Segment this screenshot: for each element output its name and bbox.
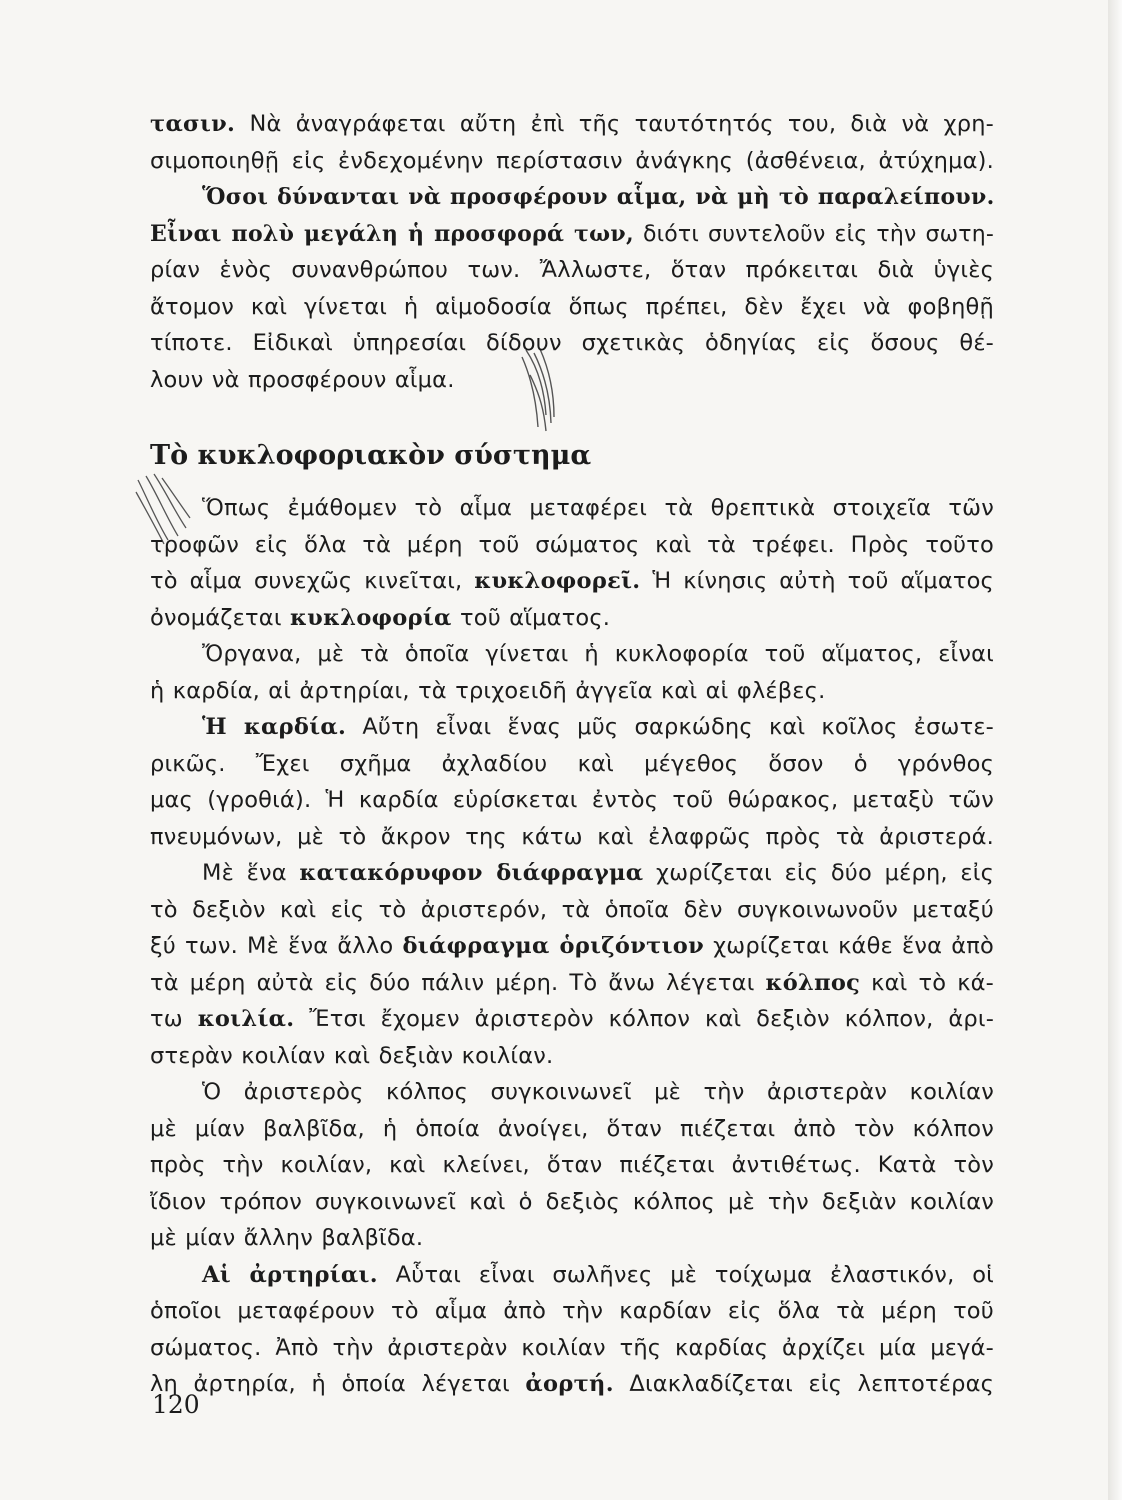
text-line: ρίαν ἑνὸς συνανθρώπου των. Ἄλλωστε, ὅταν πρόκειται διὰ ὑγιὲς bbox=[150, 257, 994, 283]
text-line: τροφῶν εἰς ὅλα τὰ μέρη τοῦ σώματος καὶ τὰ τρέφει. Πρὸς τοῦτο bbox=[150, 531, 994, 558]
page-number: 120 bbox=[152, 1390, 200, 1419]
text-line: ρικῶς. Ἔχει σχῆμα ἀχλαδίου καὶ μέγεθος ὅσον ὁ γρόνθος bbox=[150, 750, 994, 777]
text-line: μας (γροθιά). Ἡ καρδία εὑρίσκεται ἐντὸς τοῦ θώρακος, μεταξὺ τῶν bbox=[150, 787, 994, 813]
text-line: σιμοποιηθῇ εἰς ἐνδεχομένην περίστασιν ἀνάγκης (ἀσθένεια, ἀτύχημα). bbox=[150, 147, 994, 174]
text-line: Ἡ καρδία. Αὔτη εἶναι ἕνας μῦς σαρκώδης καὶ κοῖλος ἐσωτε- bbox=[202, 714, 994, 740]
text-line: τίποτε. Εἰδικαὶ ὑπηρεσίαι δίδουν σχετικὰς ὁδηγίας εἰς ὅσους θέ- bbox=[150, 330, 994, 356]
text-line: τασιν. Νὰ ἀναγράφεται αὔτη ἐπὶ τῆς ταυτότητός του, διὰ νὰ χρη- bbox=[150, 111, 995, 137]
text-line: τὸ αἷμα συνεχῶς κινεῖται, κυκλοφορεῖ. Ἡ κίνησις αὐτὴ τοῦ αἵματος bbox=[150, 568, 994, 594]
text-line: Ὅσοι δύνανται νὰ προσφέρουν αἷμα, νὰ μὴ τὸ παραλείπουν. bbox=[202, 184, 995, 210]
text-line: ὀνομάζεται κυκλοφορία τοῦ αἵματος. bbox=[150, 604, 611, 631]
text-line: ὁποῖοι μεταφέρουν τὸ αἷμα ἀπὸ τὴν καρδίαν εἰς ὅλα τὰ μέρη τοῦ bbox=[150, 1298, 994, 1324]
text-line: λουν νὰ προσφέρουν αἷμα. bbox=[150, 366, 455, 393]
text-line: στερὰν κοιλίαν καὶ δεξιὰν κοιλίαν. bbox=[150, 1042, 554, 1069]
text-line: ἴδιον τρόπον συγκοινωνεῖ καὶ ὁ δεξιὸς κόλπος μὲ τὴν δεξιὰν κοιλίαν bbox=[150, 1188, 994, 1215]
page-body bbox=[150, 106, 994, 1403]
text-line: Ὁ ἀριστερὸς κόλπος συγκοινωνεῖ μὲ τὴν ἀριστερὰν κοιλίαν bbox=[202, 1079, 994, 1105]
text-line: Εἶναι πολὺ μεγάλη ἡ προσφορά των, διότι συντελοῦν εἰς τὴν σωτη- bbox=[150, 220, 994, 247]
text-line: τὸ δεξιὸν καὶ εἰς τὸ ἀριστερόν, τὰ ὁποῖα δὲν συγκοινωνοῦν μεταξύ bbox=[150, 896, 994, 923]
text-line: τὰ μέρη αὐτὰ εἰς δύο πάλιν μέρη. Τὸ ἄνω λέγεται κόλπος καὶ τὸ κά- bbox=[150, 969, 995, 996]
text-line: σώματος. Ἀπὸ τὴν ἀριστερὰν κοιλίαν τῆς καρδίας ἀρχίζει μία μεγά- bbox=[150, 1334, 994, 1361]
text-line: Ὄργανα, μὲ τὰ ὁποῖα γίνεται ἡ κυκλοφορία τοῦ αἵματος, εἶναι bbox=[202, 641, 994, 667]
text-line: ἡ καρδία, αἱ ἀρτηρίαι, τὰ τριχοειδῆ ἀγγεῖα καὶ αἱ φλέβες. bbox=[150, 677, 826, 704]
text-line: μὲ μίαν ἄλλην βαλβῖδα. bbox=[150, 1225, 424, 1251]
text-line: ἄτομον καὶ γίνεται ἡ αἱμοδοσία ὅπως πρέπει, δὲν ἔχει νὰ φοβηθῇ bbox=[150, 293, 994, 320]
text-line: ξύ των. Μὲ ἕνα ἄλλο διάφραγμα ὁριζόντιον χωρίζεται κάθε ἕνα ἀπὸ bbox=[150, 933, 994, 959]
text-line: λη ἀρτηρία, ἡ ὁποία λέγεται ἀορτή. Διακλαδίζεται εἰς λεπτοτέρας bbox=[150, 1371, 995, 1397]
text-line: πρὸς τὴν κοιλίαν, καὶ κλείνει, ὅταν πιέζεται ἀντιθέτως. Κατὰ τὸν bbox=[150, 1152, 994, 1178]
text-line: Ὅπως ἐμάθομεν τὸ αἷμα μεταφέρει τὰ θρεπτικὰ στοιχεῖα τῶν bbox=[202, 495, 994, 521]
section-heading: Τὸ κυκλοφοριακὸν σύστημα bbox=[150, 440, 592, 471]
text-line: τω κοιλία. Ἔτσι ἔχομεν ἀριστερὸν κόλπον καὶ δεξιὸν κόλπον, ἀρι- bbox=[150, 1006, 995, 1032]
text-line: μὲ μίαν βαλβῖδα, ἡ ὁποία ἀνοίγει, ὅταν πιέζεται ἀπὸ τὸν κόλπον bbox=[150, 1115, 994, 1142]
text-line: πνευμόνων, μὲ τὸ ἄκρον της κάτω καὶ ἐλαφρῶς πρὸς τὰ ἀριστερά. bbox=[150, 823, 994, 850]
text-line: Αἱ ἀρτηρίαι. Αὗται εἶναι σωλῆνες μὲ τοίχωμα ἐλαστικόν, οἱ bbox=[202, 1261, 994, 1288]
text-line: Μὲ ἕνα κατακόρυφον διάφραγμα χωρίζεται εἰς δύο μέρη, εἰς bbox=[202, 860, 994, 886]
page-edge bbox=[1108, 0, 1122, 1500]
